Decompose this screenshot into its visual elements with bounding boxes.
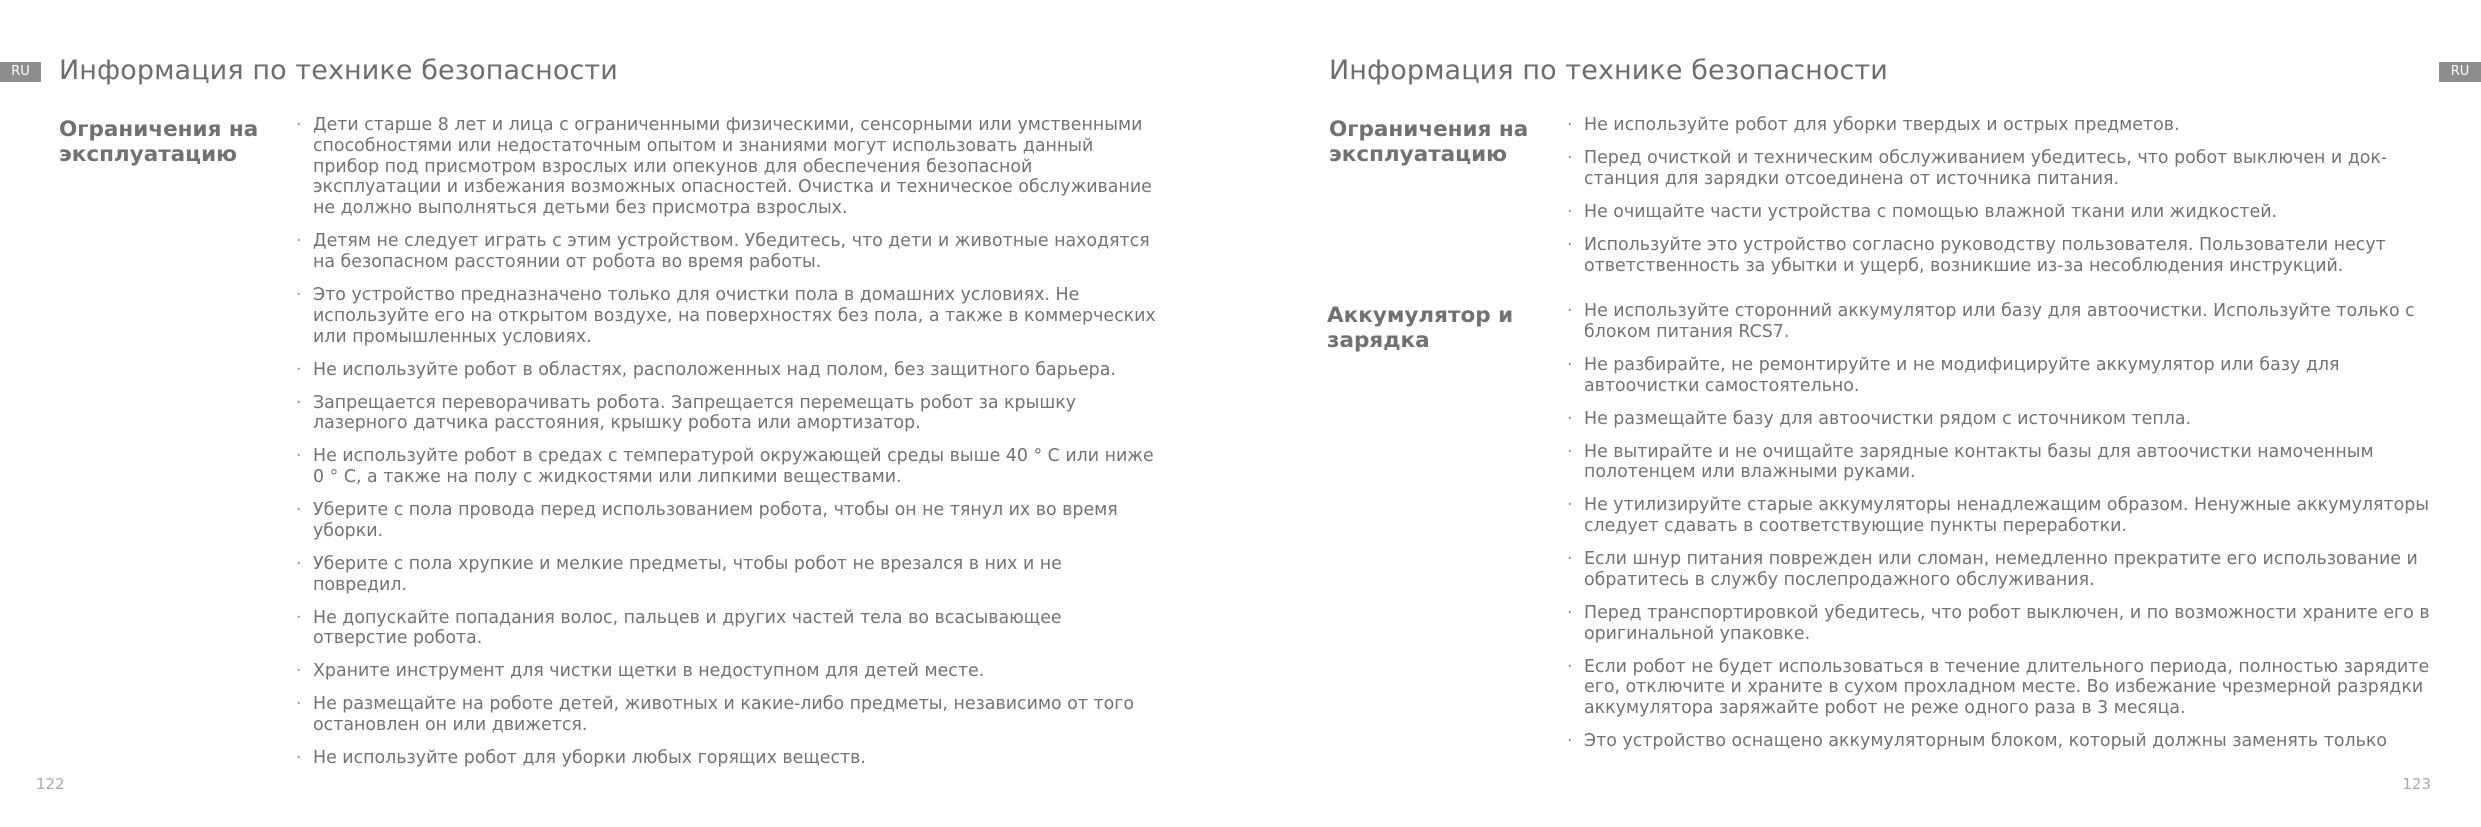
list-item-text: Не вытирайте и не очищайте зарядные контакты базы для автоочистки намоченным полотенцем или влажными руками.: [1584, 441, 2374, 483]
list-item-text: Перед транспортировкой убедитесь, что робот выключен, и по возможности храните его в оригинальной упаковке.: [1584, 602, 2430, 644]
list-item-text: Дети старше 8 лет и лица с ограниченными физическими, сенсорными или умственными способностями или недостаточным опытом и знаниями могут использовать данный прибор под присмотром взрослых или опекунов для обеспечения безопасной эксплуатации и избежания возможных опасностей. Очистка и техническое обслуживание не должно выполняться детьми без присмотра взрослых.: [313, 115, 1152, 219]
bullet-icon: ·: [1567, 408, 1573, 429]
list-item: [296, 694, 1158, 736]
list-item-text: Уберите с пола хрупкие и мелкие предметы, чтобы робот не врезался в них и не повредил.: [313, 553, 1062, 595]
list-item-text: Не утилизируйте старые аккумуляторы ненадлежащим образом. Ненужные аккумуляторы следует сдавать в соответствующие пункты переработки.: [1584, 495, 2429, 537]
list-item-text: Детям не следует играть с этим устройством. Убедитесь, что дети и животные находятся на безопасном расстоянии от робота во время работы.: [313, 231, 1150, 272]
bullet-icon: ·: [1567, 731, 1573, 752]
list-item: [296, 360, 1158, 381]
right-page: [1241, 0, 2481, 827]
bullet-icon: ·: [296, 607, 302, 628]
usage-restrictions-list: [1567, 115, 2452, 289]
section-heading-usage-restrictions: Ограничения на эксплуатацию: [59, 117, 259, 167]
list-item-text: Уберите с пола провода перед использованием робота, чтобы он не тянул их во время уборки.: [313, 500, 1118, 541]
bullet-icon: ·: [1567, 201, 1573, 222]
list-item: [1567, 495, 2452, 537]
bullet-icon: ·: [296, 553, 302, 574]
list-item-text: Не используйте робот для уборки любых горящих веществ.: [313, 748, 866, 769]
list-item-text: Не допускайте попадания волос, пальцев и других частей тела во всасывающее отверстие робота.: [313, 607, 1062, 649]
list-item: [1567, 603, 2452, 645]
list-item: [1567, 115, 2452, 136]
bullet-icon: ·: [1567, 441, 1573, 462]
bullet-icon: ·: [1567, 115, 1573, 135]
list-item-text: Запрещается переворачивать робота. Запрещается перемещать робот за крышку лазерного датчика расстояния, крышку робота или амортизатор.: [313, 392, 1077, 434]
bullet-icon: ·: [296, 284, 302, 305]
list-item: [296, 608, 1158, 650]
list-item-text: Не используйте робот в средах с температурой окружающей среды выше 40 ° C или ниже 0 ° C, а также на полу с жидкостями или липкими веществами.: [313, 446, 1154, 488]
language-tag: RU: [2439, 62, 2481, 82]
bullet-icon: ·: [1567, 147, 1573, 168]
bullet-icon: ·: [1567, 495, 1573, 516]
list-item: [296, 393, 1158, 435]
list-item: [296, 231, 1158, 273]
page-number: 123: [2402, 775, 2431, 793]
list-item: [1567, 148, 2452, 190]
list-item-text: Это устройство оснащено аккумуляторным блоком, который должны заменять только: [1584, 731, 2387, 752]
list-item: [1567, 235, 2452, 277]
list-item: [1567, 202, 2452, 223]
list-item-text: Используйте это устройство согласно руководству пользователя. Пользователи несут ответственность за убытки и ущерб, возникшие из-за несоблюдения инструкций.: [1584, 234, 2386, 276]
list-item: [296, 285, 1158, 347]
battery-charging-list: [1567, 301, 2452, 764]
list-item-text: Не используйте робот для уборки твердых и острых предметов.: [1584, 115, 2180, 135]
list-item-text: Не размещайте базу для автоочистки рядом с источником тепла.: [1584, 408, 2192, 429]
list-item: [296, 748, 1158, 769]
list-item-text: Это устройство предназначено только для очистки пола в домашних условиях. Не используйте его на открытом воздухе, на поверхностях без пола, а также в коммерческих или промышленных условиях.: [313, 284, 1156, 347]
list-item-text: Не используйте сторонний аккумулятор или базу для автоочистки. Используйте только с блоком питания RCS7.: [1584, 301, 2415, 342]
usage-restrictions-list: [296, 115, 1158, 781]
list-item-text: Не разбирайте, не ремонтируйте и не модифицируйте аккумулятор или базу для автоочистки самостоятельно.: [1584, 354, 2340, 396]
bullet-icon: ·: [296, 661, 302, 682]
list-item: [1567, 657, 2452, 719]
list-item-text: Если робот не будет использоваться в течение длительного периода, полностью зарядите его, отключите и храните в сухом прохладном месте. Во избежание чрезмерной разрядки аккумулятора заряжайте робот не реже одного раза в 3 месяца.: [1584, 656, 2430, 719]
language-tag: RU: [0, 62, 41, 82]
list-item: [296, 500, 1158, 542]
list-item: [1567, 409, 2452, 430]
bullet-icon: ·: [296, 500, 302, 521]
section-heading-battery-charging: Аккумулятор и зарядка: [1327, 303, 1514, 353]
bullet-icon: ·: [1567, 656, 1573, 677]
page-title: Информация по технике безопасности: [1329, 55, 1888, 86]
bullet-icon: ·: [1567, 549, 1573, 570]
list-item-text: Перед очисткой и техническим обслуживанием убедитесь, что робот выключен и док-станция для зарядки отсоединена от источника питания.: [1584, 147, 2388, 189]
list-item: [1567, 301, 2452, 343]
list-item-text: Храните инструмент для чистки щетки в недоступном для детей месте.: [313, 661, 985, 682]
left-page: [0, 0, 1240, 827]
bullet-icon: ·: [1567, 354, 1573, 375]
list-item-text: Не размещайте на роботе детей, животных и какие-либо предметы, независимо от того остановлен он или движется.: [313, 694, 1135, 736]
bullet-icon: ·: [296, 392, 302, 413]
bullet-icon: ·: [1567, 234, 1573, 255]
list-item-text: Не очищайте части устройства с помощью влажной ткани или жидкостей.: [1584, 201, 2278, 222]
bullet-icon: ·: [296, 231, 302, 252]
bullet-icon: ·: [296, 694, 302, 715]
bullet-icon: ·: [296, 115, 302, 135]
list-item-text: Если шнур питания поврежден или сломан, немедленно прекратите его использование и обратитесь в службу послепродажного обслуживания.: [1584, 549, 2418, 590]
list-item: [296, 115, 1158, 219]
list-item: [296, 661, 1158, 682]
list-item: [296, 446, 1158, 488]
list-item: [296, 554, 1158, 596]
bullet-icon: ·: [296, 748, 302, 769]
page-title: Информация по технике безопасности: [59, 55, 618, 86]
list-item: [1567, 549, 2452, 591]
bullet-icon: ·: [296, 446, 302, 467]
list-item-text: Не используйте робот в областях, расположенных над полом, без защитного барьера.: [313, 359, 1116, 380]
list-item: [1567, 731, 2452, 752]
bullet-icon: ·: [1567, 301, 1573, 321]
section-heading-usage-restrictions: Ограничения на эксплуатацию: [1329, 117, 1529, 167]
list-item: [1567, 355, 2452, 397]
list-item: [1567, 442, 2452, 484]
page-number: 122: [36, 775, 65, 793]
bullet-icon: ·: [1567, 602, 1573, 623]
bullet-icon: ·: [296, 359, 302, 380]
